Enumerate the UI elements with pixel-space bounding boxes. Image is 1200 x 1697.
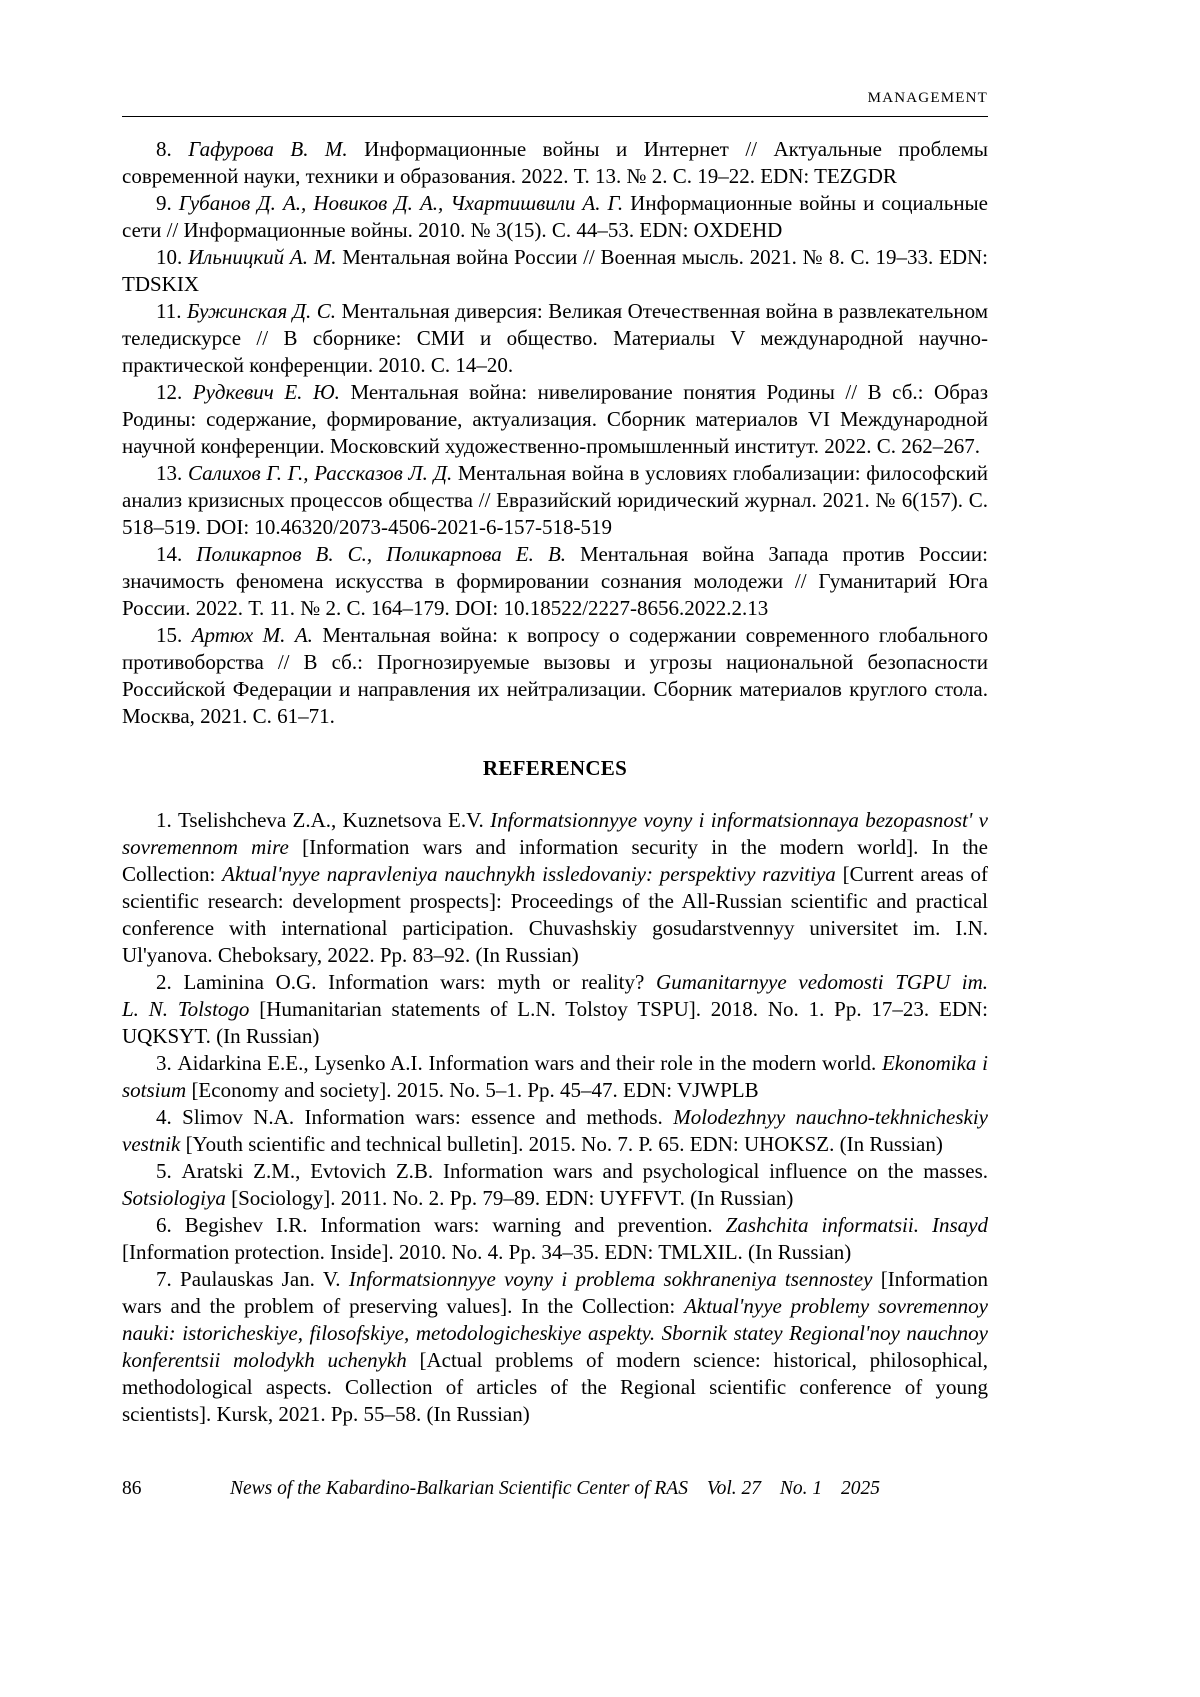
reference-text: [Current areas of scientific research: development prospects]: Proceedings of the All-Russian scientific and practical conference with international participation. Chuvashskiy gosudarstvennyy universitet im. I.N. Ul'yanova. Cheboksary, 2022. Pp. 83–92. (In Russian) (122, 862, 988, 967)
reference-text: 6. Begishev I.R. Information wars: warning and prevention. (156, 1213, 726, 1237)
reference-text: 2. Laminina O.G. Information wars: myth or reality? (156, 970, 657, 994)
reference-text: [Sociology]. 2011. No. 2. Pp. 79–89. EDN: UYFFVT. (In Russian) (225, 1186, 794, 1210)
reference-italic-text: Zashchita informatsii. Insayd (725, 1213, 989, 1237)
header-rule (122, 116, 988, 117)
reference-italic-text: Бужинская Д. С. (186, 299, 337, 323)
reference-text: Ментальная война России // Военная мысль. 2021. № 8. С. 19–33. EDN: TDSKIX (122, 245, 988, 296)
reference-item (122, 460, 988, 541)
reference-text: 9. (156, 191, 179, 215)
references-heading: REFERENCES (482, 756, 628, 780)
reference-italic-text: Informatsionnyye voyny i problema sokhraneniya tsennostey (348, 1267, 873, 1291)
reference-text: 14. (156, 542, 197, 566)
reference-text: 13. (156, 461, 188, 485)
reference-italic-text: Molodezhnyy nauchno-tekhnicheskiy vestnik (122, 1105, 988, 1156)
reference-item (122, 1266, 988, 1428)
reference-italic-text: Рудкевич Е. Ю. (192, 380, 340, 404)
reference-text: 1. Tselishcheva Z.A., Kuznetsova E.V. (156, 808, 491, 832)
reference-item (122, 622, 988, 730)
reference-text: 12. (156, 380, 193, 404)
footer-journal-line (122, 1478, 988, 1500)
reference-text: Информационные войны и социальные сети // Информационные войны. 2010. № 3(15). С. 44–53. EDN: OXDEHD (122, 191, 988, 242)
reference-text: [Youth scientific and technical bulletin]. 2015. No. 7. P. 65. EDN: UHOKSZ. (In Russian) (180, 1132, 943, 1156)
running-head-section-label: MANAGEMENT (867, 90, 988, 106)
reference-text: 11. (156, 299, 187, 323)
reference-text: [Economy and society]. 2015. No. 5–1. Pp. 45–47. EDN: VJWPLB (186, 1078, 759, 1102)
reference-text: 7. Paulauskas Jan. V. (156, 1267, 349, 1291)
reference-text: 5. Aratski Z.M., Evtovich Z.B. Information wars and psychological influence on the masses. (156, 1159, 988, 1183)
reference-italic-text: Ekonomika i sotsium (122, 1051, 988, 1102)
reference-item (122, 541, 988, 622)
reference-text: [Humanitarian statements of L.N. Tolstoy TSPU]. 2018. No. 1. Pp. 17–23. EDN: UQKSYT. (In Russian) (122, 997, 988, 1048)
reference-italic-text: Артюх М. А. (191, 623, 313, 647)
english-references-list (122, 807, 988, 1428)
footer-journal-title: News of the Kabardino-Balkarian Scientific Center of RAS (229, 1478, 688, 1499)
reference-text: Ментальная война Запада против России: значимость феномена искусства в формировании сознания молодежи // Гуманитарий Юга России. 2022. Т. 11. № 2. С. 164–179. DOI: 10.18522/2227-8656.2022.2.13 (122, 542, 988, 620)
reference-italic-text: Informatsionnyye voyny i informatsionnaya bezopasnost' v sovremennom mire (122, 808, 988, 859)
reference-italic-text: Гафурова В. М. (188, 137, 348, 161)
reference-italic-text: Aktual'nyye problemy sovremennoy nauki: istoricheskiye, filosofskiye, metodologicheskiye aspekty. Sbornik statey Regional'noy nauchnoy konferentsii molodykh uchenykh (122, 1294, 988, 1372)
reference-text: [Information protection. Inside]. 2010. No. 4. Pp. 34–35. EDN: TMLXIL. (In Russian) (122, 1240, 852, 1264)
russian-references-list (122, 136, 988, 730)
reference-italic-text: Поликарпов В. С., Поликарпова Е. В. (196, 542, 567, 566)
page-body (122, 136, 988, 1428)
reference-item (122, 244, 988, 298)
footer-year: 2025 (841, 1478, 881, 1499)
reference-text: 3. Aidarkina E.E., Lysenko A.I. Information wars and their role in the modern world. (156, 1051, 882, 1075)
reference-item (122, 1104, 988, 1158)
reference-italic-text: Салихов Г. Г., Рассказов Л. Д. (187, 461, 453, 485)
reference-text: 15. (156, 623, 192, 647)
reference-item (122, 807, 988, 969)
reference-item (122, 1212, 988, 1266)
footer-issue: No. 1 (779, 1478, 823, 1499)
footer-page-number: 86 (122, 1478, 142, 1499)
reference-text: Ментальная война в условиях глобализации: философский анализ кризисных процессов общества // Евразийский юридический журнал. 2021. № 6(157). С. 518–519. DOI: 10.46320/2073-4506-2021-6-157-518-519 (122, 461, 988, 539)
reference-text: Информационные войны и Интернет // Актуальные проблемы современной науки, техники и образования. 2022. Т. 13. № 2. С. 19–22. EDN: TEZGDR (122, 137, 988, 188)
reference-italic-text: Ильницкий А. М. (188, 245, 337, 269)
reference-item (122, 136, 988, 190)
reference-text: 4. Slimov N.A. Information wars: essence and methods. (156, 1105, 674, 1129)
page-footer (122, 1478, 988, 1500)
reference-text: Ментальная война: к вопросу о содержании современного глобального противоборства // В сб.: Прогнозируемые вызовы и угрозы национальной безопасности Российской Федерации и направления их нейтрализации. Сборник материалов круглого стола. Москва, 2021. С. 61–71. (122, 623, 988, 728)
reference-text: [Actual problems of modern science: historical, philosophical, methodological aspects. Collection of articles of the Regional scientific conference of young scientists]. Kursk, 2021. Pp. 55–58. (In Russian) (122, 1348, 989, 1426)
reference-item (122, 379, 988, 460)
reference-italic-text: Gumanitarnyye vedomosti TGPU im. L. N. Tolstogo (122, 970, 989, 1021)
reference-item (122, 1158, 988, 1212)
reference-item (122, 1050, 988, 1104)
reference-text: 10. (156, 245, 189, 269)
reference-italic-text: Aktual'nyye napravleniya nauchnykh issledovaniy: perspektivy razvitiya (222, 862, 836, 886)
reference-text: [Information wars and the problem of preserving values]. In the Collection: (122, 1267, 988, 1318)
reference-text: 8. (156, 137, 189, 161)
reference-text: [Information wars and information security in the modern world]. In the Collection: (122, 835, 988, 886)
footer-volume: Vol. 27 (706, 1478, 762, 1499)
reference-item (122, 969, 988, 1050)
reference-item (122, 190, 988, 244)
reference-text: Ментальная война: нивелирование понятия Родины // В сб.: Образ Родины: содержание, формирование, актуализация. Сборник материалов VI Международной научной конференции. Московский художественно-промышленный институт. 2022. С. 262–267. (122, 380, 988, 458)
reference-text: Ментальная диверсия: Великая Отечественная война в развлекательном теледискурсе // В сборнике: СМИ и общество. Материалы V международной научно-практической конференции. 2010. С. 14–20. (122, 299, 988, 377)
reference-italic-text: Губанов Д. А., Новиков Д. А., Чхартишвили А. Г. (178, 191, 624, 215)
reference-italic-text: Sotsiologiya (122, 1186, 226, 1210)
reference-item (122, 298, 988, 379)
